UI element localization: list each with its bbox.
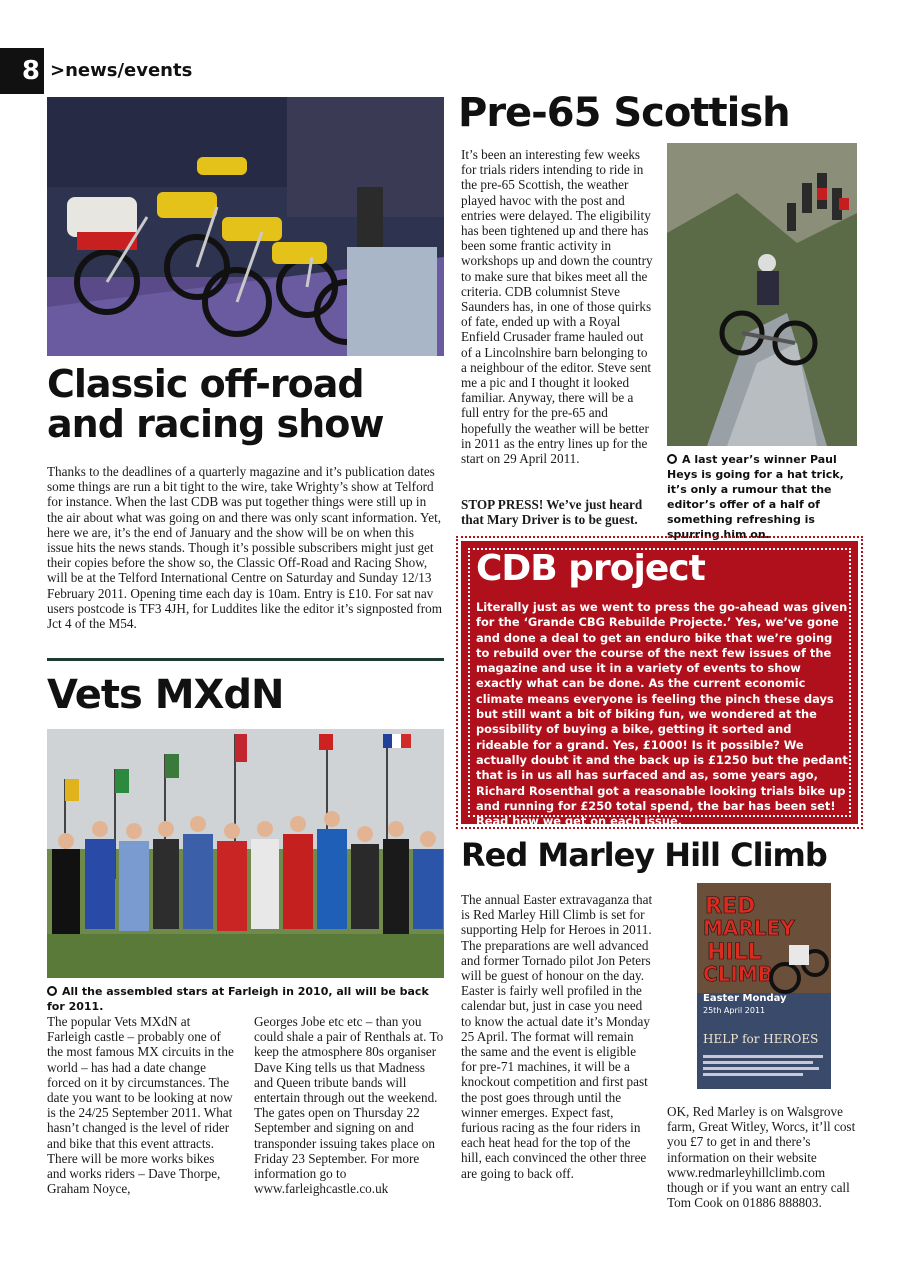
vets-body-col1: The popular Vets MXdN at Farleigh castle – probably one of the most famous MX circuits in the world – has had a date change forced on it by circumstances. The date you want to be looking at now is the 24/25 September 2011. What hasn’t changed is the level of rider and bike that this event attracts. There will be more works bikes and works riders – Dave Thorpe, Graham Noyce, [47, 1014, 234, 1197]
caption-bullet-icon [47, 986, 57, 996]
vets-body-col2: Georges Jobe etc etc – than you could shale a pair of Renthals at. To keep the atmosphere 80s organiser Dave King tells us that Madness and Queen tribute bands will entertain through out the weekend. The gates open on Thursday 22 September and signing on and transponder issuing takes place on Friday 23 September. For more information go to www.farleighcastle.co.uk [254, 1014, 444, 1197]
pre65-body: It’s been an interesting few weeks for trials riders intending to ride in the pre-65 Scottish, the weather played havoc with the post and entries were delayed. The eligibility has been tightened up and there has been some frantic activity in workshops up and down the country to make sure that bikes meet all the criteria. CDB columnist Steve Saunders has, in one of those quirks of fate, ended up with a Royal Enfield Crusader frame hauled out of a Lincolnshire barn belonging to a neighbour of the editor. Steve sent me a pic and I thought it looked familiar. Anyway, there will be a full entry for the pre-65 and hopefully the weather will be better in 2011 as the entry lines up for the start on 29 April 2011. [461, 147, 653, 467]
vets-photo-caption [47, 984, 447, 1014]
vets-group-photo [47, 729, 444, 978]
pre65-photo-caption [667, 452, 859, 542]
red-marley-body: The annual Easter extravaganza that is Red Marley Hill Climb is set for supporting Help for Heroes in 2011. The preparations are well advanced and former Tornado pilot Jon Peters will be guest of honour on the day. Easter is fairly well profiled in the calendar but, just in case you need to know the actual date it’s Monday 25 April. The format will remain the same and the event is eligible for pre-71 machines, it will be a knockout competition and first past the post goes through until the winner emerges. Expect fast, furious racing as the four riders in each heat head for the top of the hill, each convinced the other three are going to back off. [461, 892, 653, 1181]
cdb-project-body: Literally just as we went to press the go-ahead was given for the ‘Grande CBG Rebuilde Projecte.’ Yes, we’ve gone and done a deal to get an enduro bike that we’re going to rebuild over the course of the next few issues of the magazine and use it in a variety of events to show exactly what can be done. As the current economic climate means everyone is feeling the pinch these days but still want a bit of biking fun, we wondered at the possibility of buying a bike, getting it sorted and rideable for a grand. Yes, £1000! Is it possible? We actually doubt it and the back up is £1250 but the pedant that is in us all has surfaced and as, some years ago, Richard Rosenthal got a reasonable looking trials bike up and running for £250 total spend, the bar has been set! Read how we get on each issue. [476, 600, 848, 829]
cdb-project-heading: CDB project [476, 548, 705, 589]
vets-caption-text: All the assembled stars at Farleigh in 2010, all will be back for 2011. [47, 985, 429, 1013]
poster-line1: RED [705, 894, 756, 919]
red-marley-poster [697, 883, 831, 1089]
pre65-caption-text: A last year’s winner Paul Heys is going for a hat trick, it’s only a rumour that the editor’s offer of a half of something refreshing is spurring him on. [667, 453, 844, 541]
poster-date2: 25th April 2011 [703, 1006, 766, 1015]
stop-press-note: STOP PRESS! We’ve just heard that Mary Driver is to be guest. [461, 497, 643, 528]
red-marley-heading: Red Marley Hill Climb [461, 836, 827, 874]
trials-rider-photo [667, 143, 857, 446]
vets-heading: Vets MXdN [47, 672, 284, 718]
section-label: >news/events [50, 60, 193, 81]
poster-line3: HILL [707, 940, 762, 965]
section-divider [47, 658, 444, 661]
classic-show-body: Thanks to the deadlines of a quarterly magazine and it’s publication dates some things are run a bit tight to the wire, take Wrighty’s show at Telford for instance. When the last CDB was put together things were still up in the air about what was going on and there was only scant information. Yet, here we are, it’s the end of January and the show will be on when this issue hits the news stands. Though it’s possible subscribers might just get their copies before the show so, the Classic Off-Road and Racing Show, will be at the Telford International Centre on Saturday and Sunday 12/13 February 2011. Opening time each day is 10am. Entry is £10. For sat nav users postcode is TF3 4JH, for Luddites like the editor it’s signposted from Jct 4 of the M54. [47, 464, 442, 632]
poster-support: HELP for HEROES [703, 1032, 819, 1046]
poster-line2: MARLEY [703, 916, 795, 940]
cdb-project-box [461, 541, 858, 829]
red-marley-info: OK, Red Marley is on Walsgrove farm, Great Witley, Worcs, it’ll cost you £7 to get in and there’s information on their website www.redmarleyhillclimb.com though or if you want an entry call Tom Cook on 01886 888803. [667, 1104, 856, 1211]
poster-date: Easter Monday [703, 993, 787, 1004]
page-number: 8 [0, 48, 44, 94]
poster-line4: CLIMB [703, 962, 774, 986]
pre65-heading: Pre-65 Scottish [458, 90, 790, 136]
caption-bullet-icon [667, 454, 677, 464]
classic-show-heading: Classic off-road and racing show [47, 362, 384, 446]
classic-show-photo [47, 97, 444, 356]
